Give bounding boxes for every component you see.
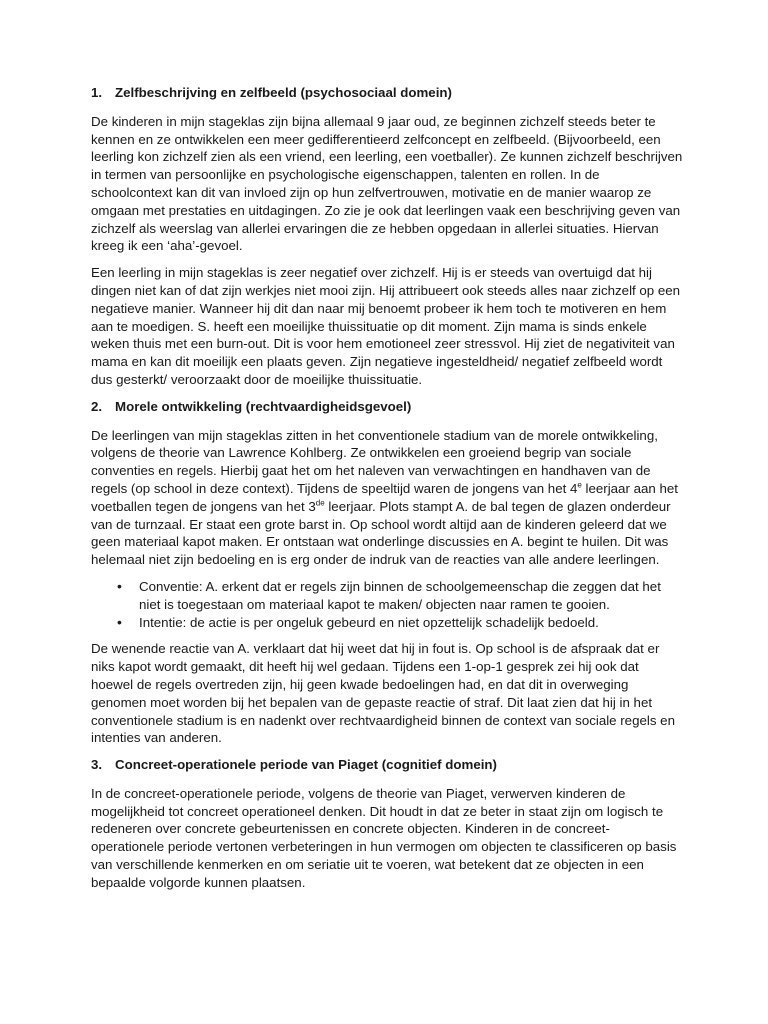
section-number: 2.	[91, 398, 103, 414]
paragraph: De wenende reactie van A. verklaart dat hij weet dat hij in fout is. Op school is de afspraak dat er niks kapot wordt gemaakt, dit heeft hij wel gedaan. Tijdens een 1-op-1 gesprek zei hij ook dat hoewel de regels overtreden zijn, hij geen kwade bedoelingen had, en dat dit in overweging genomen moet worden bij het bepalen van de gepaste reactie of straf. Dit laat zien dat hij in het conventionele stadium is en nadenkt over rechtvaardigheid binnen de context van sociale regels en intenties van anderen.	[91, 641, 675, 746]
bullet-list	[91, 578, 683, 631]
section-heading-2	[91, 398, 683, 416]
paragraph	[91, 427, 683, 569]
document-page	[91, 84, 683, 901]
section-title: Zelfbeschrijving en zelfbeeld (psychosociaal domein)	[115, 85, 452, 100]
text-run: De leerlingen van mijn stageklas zitten in het conventionele stadium van de morele ontwikkeling, volgens de theorie van Lawrence Kohlberg. Ze ontwikkelen een groeiend begrip van sociale conventies en regels. Hierbij gaat het om het naleven van verwachtingen en handhaven van de regels (op school in deze context). Tijdens de speeltijd waren de jongens van het 4	[91, 427, 658, 496]
list-item: • Intentie: de actie is per ongeluk gebeurd en niet opzettelijk schadelijk bedoeld.	[139, 614, 683, 632]
paragraph: In de concreet-operationele periode, volgens de theorie van Piaget, verwerven kinderen de mogelijkheid tot concreet operationeel denken. Dit houdt in dat ze beter in staat zijn om logisch te redeneren over concrete gebeurtenissen en concrete objecten. Kinderen in de concreet-operationele periode vertonen verbeteringen in hun vermogen om objecten te classificeren op basis van verschillende kenmerken en om seriatie uit te voeren, wat betekent dat ze objecten in een bepaalde volgorde kunnen plaatsen.	[91, 785, 677, 890]
paragraph: De kinderen in mijn stageklas zijn bijna allemaal 9 jaar oud, ze beginnen zichzelf steeds beter te kennen en ze ontwikkelen een meer gedifferentieerd zelfconcept en zelfbeeld. (Bijvoorbeeld, een leerling kon zichzelf zien als een vriend, een leerling, een voetballer). Ze kunnen zichzelf beschrijven in termen van persoonlijke en psychologische eigenschappen, talenten en rollen. In de schoolcontext kan dit van invloed zijn op hun zelfvertrouwen, motivatie en de manier waarop ze omgaan met prestaties en uitdagingen. Zo zie je ook dat leerlingen vaak een beschrijving geven van zichzelf als weerslag van allerlei ervaringen die ze hebben opgedaan in allerlei situaties. Hiervan kreeg ik een ‘aha’-gevoel.	[91, 113, 683, 254]
section-title: Concreet-operationele periode van Piaget (cognitief domein)	[115, 757, 497, 773]
list-item: • Conventie: A. erkent dat er regels zijn binnen de schoolgemeenschap die zeggen dat het niet is toegestaan om materiaal kapot te maken/ objecten naar ramen te gooien.	[139, 578, 683, 614]
section-number: 3.	[91, 757, 103, 773]
text-run: leerjaar aan het voetballen tegen de jongens van het 3	[91, 480, 678, 514]
superscript: e	[577, 480, 582, 490]
section-heading-1	[91, 84, 683, 102]
section-heading-3	[91, 756, 683, 774]
section-title: Morele ontwikkeling (rechtvaardigheidsgevoel)	[115, 398, 412, 414]
text-run: leerjaar. Plots stampt A. de bal tegen de glazen onderdeur van de turnzaal. Er staat een grote barst in. Op school wordt altijd aan de kinderen geleerd dat we geen materiaal kapot maken. Er ontstaan wat onderlinge discussies en A. begint te huilen. Dit was helemaal niet zijn bedoeling en is erg onder de indruk van de reacties van alle andere leerlingen.	[91, 498, 671, 568]
section-number: 1.	[91, 85, 103, 100]
paragraph: Een leerling in mijn stageklas is zeer negatief over zichzelf. Hij is er steeds van overtuigd dat hij dingen niet kan of dat zijn werkjes niet mooi zijn. Hij attribueert ook steeds alles naar zichzelf op een negatieve manier. Wanneer hij dit dan naar mij benoemt probeer ik hem toch te motiveren en hem aan te moedigen. S. heeft een moeilijke thuissituatie op dit moment. Zijn mama is sinds enkele weken thuis met een burn-out. Dit is voor hem emotioneel zeer stressvol. Hij ziet de negativiteit van mama en kan dit moeilijk een plaats geven. Zijn negatieve ingesteldheid/ negatief zelfbeeld wordt dus gesterkt/ veroorzaakt door de moeilijke thuissituatie.	[91, 265, 681, 387]
superscript: de	[315, 498, 325, 508]
